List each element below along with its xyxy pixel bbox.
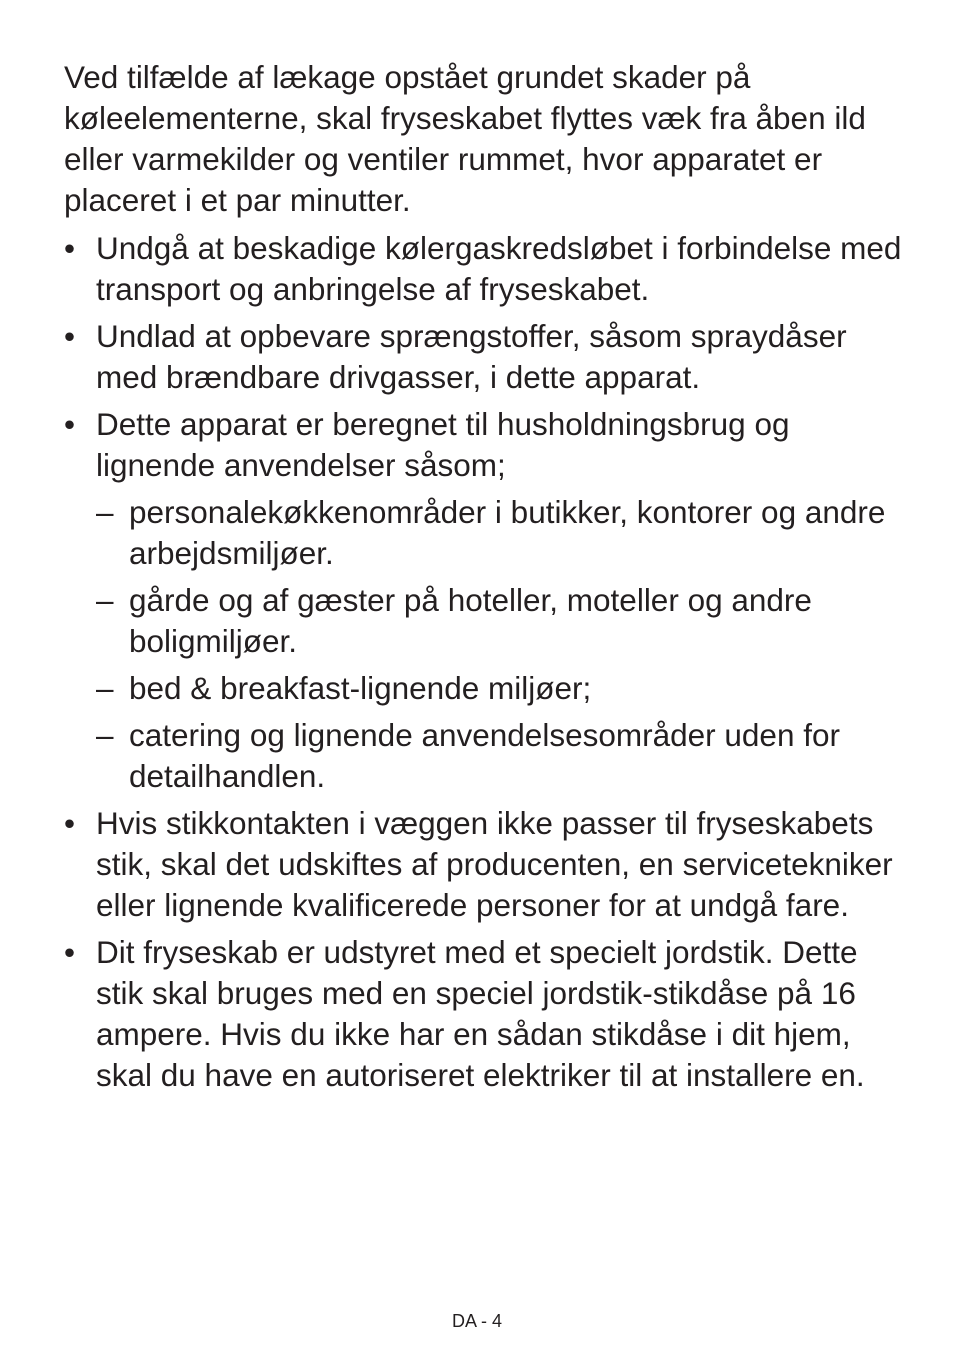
- list-item-text: Dette apparat er beregnet til husholdningsbrug og lignende anvendelser såsom;: [96, 406, 790, 483]
- sub-list-item-text: gårde og af gæster på hoteller, moteller og andre boligmiljøer.: [129, 582, 812, 659]
- page-number: DA - 4: [451, 1311, 503, 1331]
- bullet-marker: •: [64, 318, 76, 354]
- list-item-text: Undgå at beskadige kølergaskredsløbet i forbindelse med transport og anbringelse af fryseskabet.: [96, 230, 902, 307]
- dash-marker: –: [96, 494, 114, 530]
- dash-marker: –: [96, 582, 114, 618]
- bullet-marker: •: [64, 934, 76, 970]
- dash-marker: –: [96, 670, 114, 706]
- sub-list-item-text: bed & breakfast-lignende miljøer;: [129, 670, 592, 706]
- bullet-marker: •: [64, 406, 76, 442]
- list-item: [64, 932, 904, 1096]
- document-body: [64, 57, 904, 1102]
- list-item: [64, 316, 904, 398]
- bullet-marker: •: [64, 230, 76, 266]
- sub-list-item-text: catering og lignende anvendelsesområder uden for detailhandlen.: [129, 717, 840, 794]
- list-item: [64, 404, 904, 486]
- sub-list-item: [64, 668, 904, 709]
- sub-list-item: [64, 492, 904, 574]
- list-item: [64, 228, 904, 310]
- list-item: [64, 803, 904, 926]
- bullet-marker: •: [64, 805, 76, 841]
- intro-paragraph: Ved tilfælde af lækage opstået grundet skader på køleelementerne, skal fryseskabet flyttes væk fra åben ild eller varmekilder og ventiler rummet, hvor apparatet er placeret i et par minutter.: [64, 59, 866, 218]
- sub-list-item-text: personalekøkkenområder i butikker, kontorer og andre arbejdsmiljøer.: [129, 494, 886, 571]
- list-item-text: Dit fryseskab er udstyret med et specielt jordstik. Dette stik skal bruges med en speciel jordstik-stikdåse på 16 ampere. Hvis du ikke har en sådan stikdåse i dit hjem, skal du have en autoriseret elektriker til at installere en.: [96, 934, 865, 1093]
- sub-list-item: [64, 580, 904, 662]
- list-item-text: Undlad at opbevare sprængstoffer, såsom spraydåser med brændbare drivgasser, i dette apparat.: [96, 318, 847, 395]
- list-item-text: Hvis stikkontakten i væggen ikke passer til fryseskabets stik, skal det udskiftes af producenten, en servicetekniker eller lignende kvalificerede personer for at undgå fare.: [96, 805, 893, 923]
- dash-marker: –: [96, 717, 114, 753]
- sub-list-item: [64, 715, 904, 797]
